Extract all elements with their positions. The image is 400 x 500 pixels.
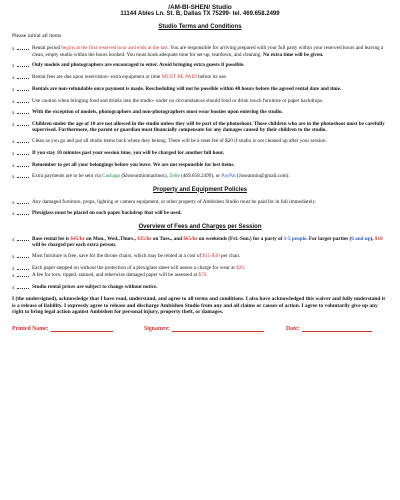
property-item [12, 199, 388, 206]
initial-line[interactable] [17, 121, 29, 126]
cashapp-name: Cashapp [102, 173, 121, 180]
initial-mark: x [12, 150, 15, 157]
initial-line[interactable] [17, 138, 29, 143]
signature-field[interactable] [172, 326, 264, 332]
studio-header [12, 4, 388, 18]
initial-mark: x [12, 75, 15, 82]
initial-line[interactable] [17, 162, 29, 167]
fee-item [12, 284, 388, 291]
term-text: Only models and photographers are encouraged to enter. Avoid bringing extra guests if possible. [32, 62, 245, 69]
fee-text: Base rental fee is $45/hr on Mon., Wed.,Thurs., $35/hr on Tues., and $65/hr on weekends (Fri.-Sun.) for a party of 1-5 people. For larger parties (6 and up), $10 will be charged per each extra person. [32, 235, 383, 249]
term-text: Use caution when bringing food and drinks into the studio- under no circumstances should food or drink touch furniture or paper backdrops. [32, 97, 324, 104]
printed-name-label: Printed Name: [12, 325, 49, 332]
term-text: Rentals are non-refundable once payment is made. Rescheduling will not be possible within 48 hours before the agreed rental date and time. [32, 85, 342, 92]
term-item [12, 150, 388, 157]
initial-mark: x [12, 199, 15, 206]
initial-instruction: Please initial all items [12, 33, 62, 40]
initial-mark: x [12, 285, 15, 292]
section-fees-title: Overview of Fees and Charges per Session [138, 223, 262, 230]
term-text: Rental fees are due upon reservation- extra equipment or time MUST BE PAID before its use. [32, 74, 228, 81]
fee-item [12, 265, 388, 272]
initial-line[interactable] [17, 210, 29, 215]
initial-mark: x [12, 253, 15, 260]
initial-line[interactable] [17, 253, 29, 258]
term-item [12, 98, 388, 105]
section-terms-title: Studio Terms and Conditions [158, 24, 242, 31]
studio-title: /AM-BI-SHEN/ Studio [168, 4, 232, 11]
initial-mark: x [12, 162, 15, 169]
fee-text: Studio rental prices are subject to change without notice. [32, 284, 158, 291]
signature-label: Signature: [144, 325, 170, 332]
term-text: Children under the age of 10 are not allowed in the studio unless they will be part of the photoshoot. Those children who are in the photoshoot must be carefully supervised. Furthermore, the parent or guardian must financially compensate for any damages caused by their children to the studio. [32, 121, 385, 134]
fee-text: Each paper stepped on without the protection of a plexiglass sheet will assess a charge for wear at $20. [32, 264, 246, 271]
term-item [12, 86, 388, 93]
term-item [12, 62, 388, 69]
property-text: Any damaged furniture, props, lighting or camera equipment, or other property of Ambishen Studio must be paid for in full immediately. [32, 198, 317, 205]
fee-text: A fee for torn, ripped, stained, and otherwise damaged paper will be assessed at $70. [32, 272, 208, 279]
zelle-name: Zelle [169, 173, 180, 180]
term-text: With the exception of models, photographers and non-photographers must wear booties upon entering the studio. [32, 109, 283, 116]
printed-name-field[interactable] [51, 326, 113, 332]
initial-mark: x [12, 273, 15, 280]
fee-item [12, 253, 388, 260]
term-text: If you stay 10 minutes past your session time, you will be charged for another full hour. [32, 149, 225, 156]
term-text: Extra payments are to be sent via Cashapp ($Josearminmartinez), Zelle (469.658.2499), or PayPal (Josearmin@gmail.com). [32, 173, 290, 180]
date-field[interactable] [302, 326, 372, 332]
initial-line[interactable] [17, 173, 29, 178]
initial-mark: x [12, 110, 15, 117]
section-property-title: Property and Equipment Policies [152, 186, 248, 193]
term-item [12, 74, 388, 81]
initial-mark: x [12, 211, 15, 218]
initial-mark: x [12, 265, 15, 272]
term-item [12, 162, 388, 169]
initial-line[interactable] [17, 265, 29, 270]
initial-line[interactable] [17, 236, 29, 241]
term-text: Remember to get all your belongings before you leave. We are not responsible for lost items. [32, 161, 235, 168]
fee-item [12, 272, 388, 279]
fee-item [12, 236, 388, 249]
paypal-name: PayPal [221, 173, 236, 180]
initial-mark: x [12, 63, 15, 70]
fee-text: Most furniture is free, save for the throne chairs, which may be rented at a cost of $15-$30 per chair. [32, 252, 241, 259]
initial-line[interactable] [17, 62, 29, 67]
term-item [12, 45, 388, 58]
initial-line[interactable] [17, 199, 29, 204]
initial-mark: x [12, 98, 15, 105]
term-item [12, 121, 388, 134]
date-label: Date: [286, 325, 300, 332]
initial-line[interactable] [17, 284, 29, 289]
signature-row [12, 326, 388, 332]
term-item [12, 138, 388, 145]
property-text: Plexiglass must be placed on each paper backdrop that will be used. [32, 210, 182, 217]
initial-line[interactable] [17, 272, 29, 277]
initial-line[interactable] [17, 45, 29, 50]
term-item [12, 173, 388, 180]
initial-line[interactable] [17, 109, 29, 114]
term-item [12, 109, 388, 116]
initial-line[interactable] [17, 150, 29, 155]
studio-address: 11144 Ables Ln. St. B, Dallas TX 75299- tel. 469.658.2499 [120, 11, 280, 18]
property-item [12, 210, 388, 217]
initial-line[interactable] [17, 74, 29, 79]
term-text: Rental period begins at the first reserved hour and ends at the last. You are responsible for arriving prepared with your full party within your reserved hours and leaving a clean, empty studio within the hours booked. You must book adequate time for set-up, teardown, and cleaning. No extra time will be given. [32, 45, 384, 58]
initial-mark: x [12, 122, 15, 128]
term-text: Clean as you go and put all studio items back where they belong. There will be a reset fee of $20 if studio is not cleaned up after your session. [32, 138, 327, 145]
initial-mark: x [12, 174, 15, 181]
initial-mark: x [12, 46, 15, 53]
initial-line[interactable] [17, 86, 29, 91]
initial-mark: x [12, 139, 15, 146]
initial-line[interactable] [17, 98, 29, 103]
initial-mark: x [12, 236, 15, 243]
initial-mark: x [12, 86, 15, 93]
acknowledgement-paragraph: I (the undersigned), acknowledge that I have read, understand, and agree to all terms and conditions. I also have acknowledged this waiver and fully understand it is a release of liability. I expressly agree to release and discharge Ambishen Studio from any and all claims or causes of action. I agree to voluntarily give up any right to bring legal action against Ambishen for personal injury, property theft, or damages. [12, 295, 386, 316]
